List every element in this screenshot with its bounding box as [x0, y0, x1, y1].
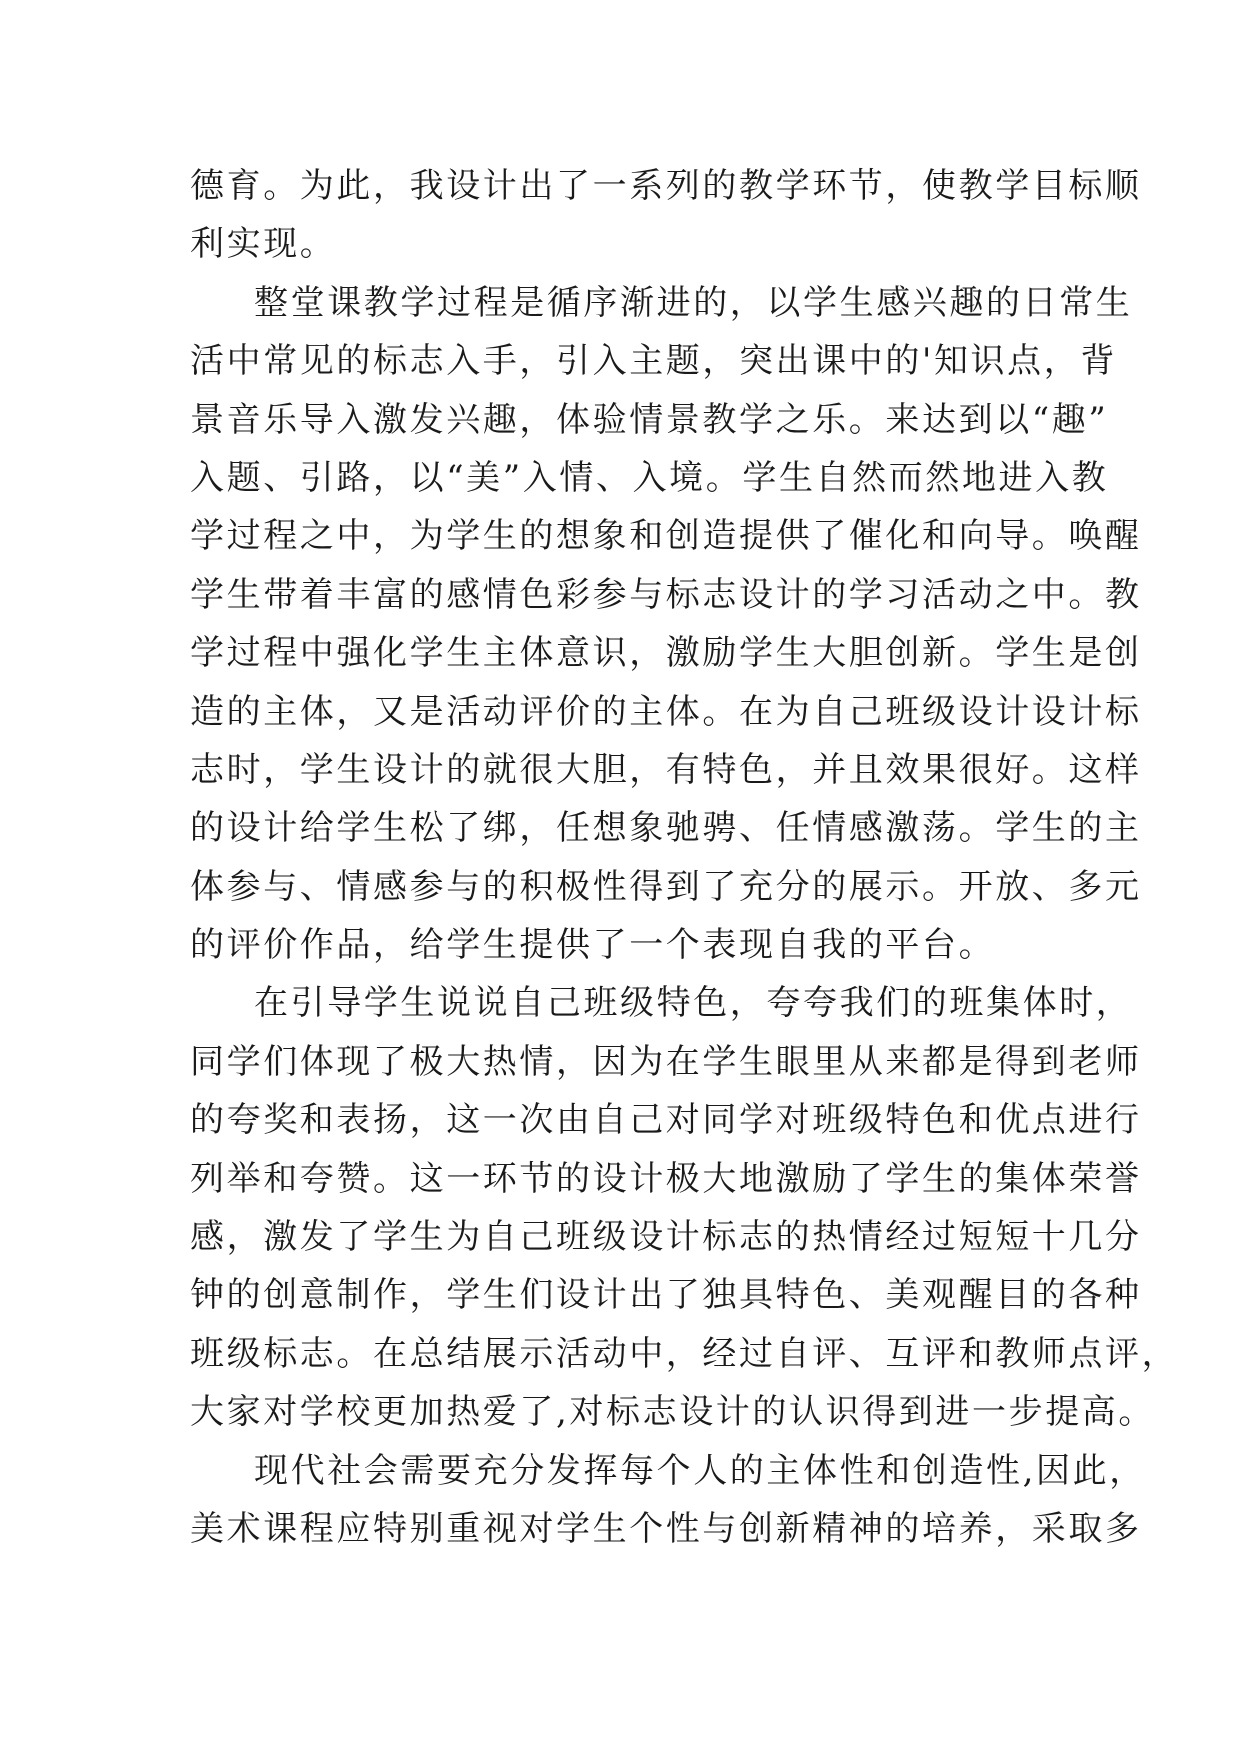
- text-line: 利实现。: [190, 224, 337, 265]
- text-line: 美术课程应特别重视对学生个性与创新精神的培养，采取多: [190, 1508, 1142, 1549]
- text-line: 班级标志。在总结展示活动中，经过自评、互评和教师点评，: [190, 1333, 1179, 1374]
- text-line: 学生带着丰富的感情色彩参与标志设计的学习活动之中。教: [190, 574, 1142, 615]
- text-line: 感，激发了学生为自己班级设计标志的热情经过短短十几分: [190, 1217, 1142, 1258]
- text-line: 的夸奖和表扬，这一次由自己对同学对班级特色和优点进行: [190, 1100, 1142, 1141]
- text-line: 现代社会需要充分发挥每个人的主体性和创造性,因此，: [254, 1450, 1146, 1491]
- text-line: 志时，学生设计的就很大胆，有特色，并且效果很好。这样: [190, 749, 1142, 790]
- text-line: 景音乐导入激发兴趣，体验情景教学之乐。来达到以“趣”: [190, 399, 1109, 440]
- text-line: 列举和夸赞。这一环节的设计极大地激励了学生的集体荣誉: [190, 1158, 1142, 1199]
- text-line: 活中常见的标志入手，引入主题，突出课中的'知识点，背: [190, 341, 1117, 382]
- text-line: 体参与、情感参与的积极性得到了充分的展示。开放、多元: [190, 866, 1142, 907]
- text-line: 学过程之中，为学生的想象和创造提供了催化和向导。唤醒: [190, 516, 1142, 557]
- text-line: 造的主体，又是活动评价的主体。在为自己班级设计设计标: [190, 691, 1142, 732]
- text-line: 钟的创意制作，学生们设计出了独具特色、美观醒目的各种: [190, 1275, 1142, 1316]
- text-line: 大家对学校更加热爱了,对标志设计的认识得到进一步提高。: [190, 1392, 1156, 1433]
- text-line: 入题、引路，以“美”入情、入境。学生自然而然地进入教: [190, 457, 1109, 498]
- text-line: 德育。为此，我设计出了一系列的教学环节，使教学目标顺: [190, 166, 1142, 206]
- text-line: 的评价作品，给学生提供了一个表现自我的平台。: [190, 925, 996, 966]
- text-line: 学过程中强化学生主体意识，激励学生大胆创新。学生是创: [190, 633, 1142, 674]
- text-line: 在引导学生说说自己班级特色，夸夸我们的班集体时，: [254, 983, 1133, 1024]
- text-line: 同学们体现了极大热情，因为在学生眼里从来都是得到老师: [190, 1041, 1142, 1082]
- text-line: 整堂课教学过程是循序渐进的，以学生感兴趣的日常生: [254, 282, 1133, 323]
- body-text: [190, 157, 1179, 1558]
- text-line: 的设计给学生松了绑，任想象驰骋、任情感激荡。学生的主: [190, 808, 1142, 849]
